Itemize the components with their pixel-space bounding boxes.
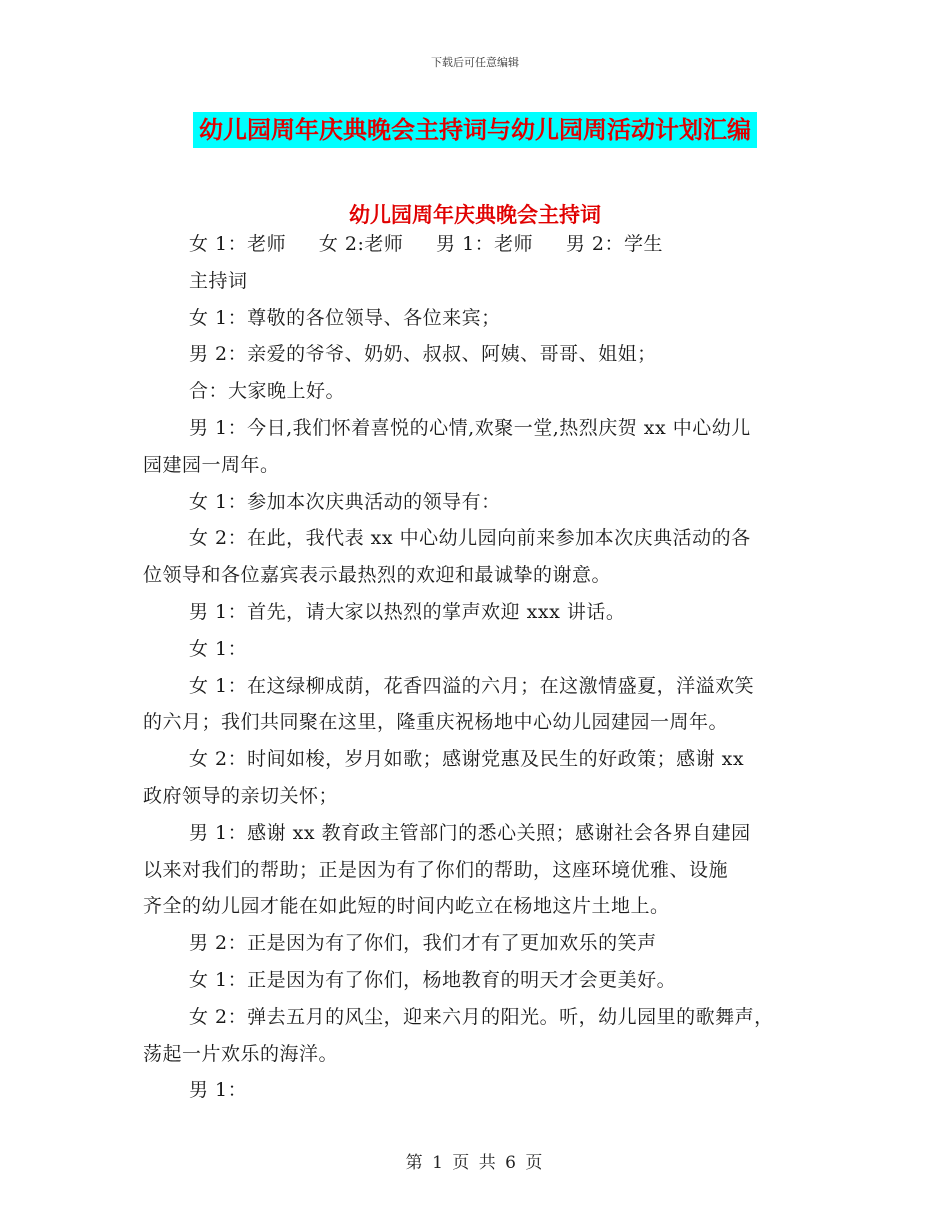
paragraph-line: 女 1：尊敬的各位领导、各位来宾； (189, 306, 501, 329)
paragraph-line: 男 1：首先，请大家以热烈的掌声欢迎 xxx 讲话。 (189, 600, 626, 623)
paragraph-line: 男 1：今日,我们怀着喜悦的心情,欢聚一堂,热烈庆贺 xx 中心幼儿 (189, 416, 751, 439)
script-body (143, 226, 813, 1109)
paragraph-line: 男 1：感谢 xx 教育政主管部门的悉心关照；感谢社会各界自建园 (189, 821, 751, 844)
paragraph-line: 男 2：亲爱的爷爷、奶奶、叔叔、阿姨、哥哥、姐姐； (189, 343, 657, 366)
paragraph-line: 女 1：在这绿柳成荫，花香四溢的六月；在这激情盛夏，洋溢欢笑 (189, 674, 755, 697)
paragraph-line: 齐全的幼儿园才能在如此短的时间内屹立在杨地这片土地上。 (143, 895, 670, 918)
paragraph-line: 女 2：在此，我代表 xx 中心幼儿园向前来参加本次庆典活动的各 (189, 527, 751, 550)
paragraph-line: 政府领导的亲切关怀； (143, 784, 339, 807)
section-title: 幼儿园周年庆典晚会主持词 (349, 202, 601, 227)
paragraph-line: 女 1：老师 女 2:老师 男 1：老师 男 2：学生 (189, 233, 664, 255)
header-note: 下载后可任意编辑 (431, 56, 519, 69)
document-title-text: 幼儿园周年庆典晚会主持词与幼儿园周活动计划汇编 (193, 112, 757, 148)
paragraph-line: 的六月；我们共同聚在这里，隆重庆祝杨地中心幼儿园建园一周年。 (143, 711, 729, 734)
paragraph-line: 园建园一周年。 (143, 453, 280, 476)
page-number: 第 1 页 共 6 页 (405, 1153, 545, 1173)
paragraph-line: 女 1：参加本次庆典活动的领导有： (189, 490, 501, 513)
paragraph-line: 女 2：弹去五月的风尘，迎来六月的阳光。听，幼儿园里的歌舞声， (189, 1005, 774, 1028)
paragraph-line: 位领导和各位嘉宾表示最热烈的欢迎和最诚挚的谢意。 (143, 564, 612, 587)
paragraph-line: 男 1： (189, 1079, 248, 1102)
paragraph-line: 男 2：正是因为有了你们，我们才有了更加欢乐的笑声 (189, 932, 657, 955)
document-title (0, 112, 950, 148)
paragraph-line: 女 2：时间如梭，岁月如歌；感谢党惠及民生的好政策；感谢 xx (189, 748, 745, 771)
paragraph-line: 女 1： (189, 637, 248, 660)
paragraph-line: 合：大家晚上好。 (189, 380, 346, 403)
paragraph-line: 女 1：正是因为有了你们，杨地教育的明天才会更美好。 (189, 968, 677, 991)
paragraph-line: 以来对我们的帮助；正是因为有了你们的帮助，这座环境优雅、设施 (143, 858, 729, 881)
paragraph-line: 主持词 (189, 269, 248, 292)
paragraph-line: 荡起一片欢乐的海洋。 (143, 1042, 339, 1065)
